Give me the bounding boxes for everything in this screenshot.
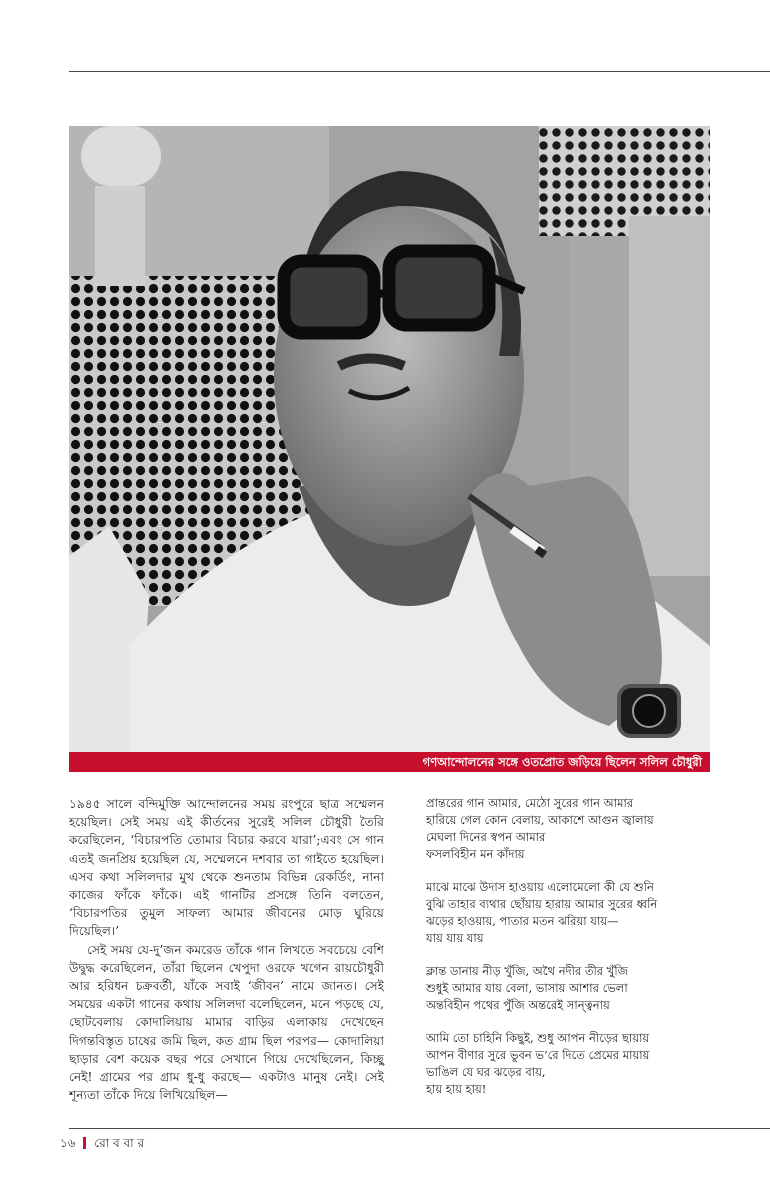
top-rule bbox=[69, 71, 770, 72]
lyric-line: ভাঙিল যে ঘর ঝড়ের বায়, bbox=[426, 1065, 546, 1079]
lyric-line: ঝড়ের হাওয়ায়, পাতার মতন ঝরিয়া যায়— bbox=[426, 914, 619, 928]
caption-bar bbox=[69, 752, 710, 772]
page-footer bbox=[60, 1135, 144, 1155]
portrait-photo bbox=[69, 126, 710, 752]
lyric-line: শুধুই আমার যায় বেলা, ভাসায় আশার ভেলা bbox=[426, 981, 628, 995]
photo-caption: গণআন্দোলনের সঙ্গে ওতপ্রোত জড়িয়ে ছিলেন সলিল চৌধুরী bbox=[422, 755, 702, 769]
bottom-rule bbox=[69, 1128, 770, 1129]
article-paragraph: ১৯৪৫ সালে বন্দিমুক্তি আন্দোলনের সময় রংপুরে ছাত্র সম্মেলন হয়েছিল। সেই সময় এই কীর্তনের সুরেই সলিল চৌধুরী তৈরি করেছিলেন, ‘বিচারপতি তোমার বিচার করবে যারা’;এবং সে গান এতই জনপ্রিয় হয়েছিল যে, সম্মেলনে দশবার তা গাইতে হয়েছিল। এসব কথা সলিলদার মুখ থেকে শুনতাম বিভিন্ন রেকর্ডিং, নানা কাজের ফাঁকে ফাঁকে। এই গানটির প্রসঙ্গে তিনি বলতেন, ‘বিচারপতির তুমুল সাফল্য আমার জীবনের মোড় ঘুরিয়ে দিয়েছিল।’ bbox=[69, 797, 384, 939]
footer-separator bbox=[83, 1137, 86, 1149]
lyrics-stanza bbox=[426, 1030, 716, 1098]
lyric-line: মেঘলা দিনের স্বপন আমার bbox=[426, 830, 546, 844]
lyric-line: ফসলবিহীন মন কাঁদায় bbox=[426, 847, 525, 861]
lyric-line: হারিয়ে গেল কোন বেলায়, আকাশে আগুন জ্বালায় bbox=[426, 813, 654, 827]
lyric-line: প্রান্তরের গান আমার, মেঠো সুরের গান আমার bbox=[426, 796, 634, 810]
lyrics-stanza bbox=[426, 795, 716, 863]
lyric-line: আমি তো চাহিনি কিছুই, শুধু আপন নীড়ের ছায়ায় bbox=[426, 1031, 650, 1045]
lyric-line: বুঝি তাহার ব্যথার ছোঁয়ায় হারায় আমার সুরের ধ্বনি bbox=[426, 897, 658, 911]
page-number: ১৬ bbox=[60, 1136, 76, 1150]
lyric-line: মাঝে মাঝে উদাস হাওয়ায় এলোমেলো কী যে শুনি bbox=[426, 880, 654, 894]
lyric-line: অন্তবিহীন পথের পুঁজি অন্তরেই সান্ত্বনায় bbox=[426, 998, 610, 1012]
magazine-name: রো ব বা র bbox=[94, 1136, 145, 1150]
lyric-line: ক্লান্ত ডানায় নীড় খুঁজি, অথৈ নদীর তীর খুঁজি bbox=[426, 964, 628, 978]
article-body bbox=[69, 795, 384, 1104]
lyric-line: যায় যায় যায় bbox=[426, 931, 484, 945]
article-paragraph: সেই সময় যে-দু’জন কমরেড তাঁকে গান লিখতে সবচেয়ে বেশি উদ্বুদ্ধ করেছিলেন, তাঁরা ছিলেন খেপুদা ওরফে খগেন রায়চৌধুরী আর হরিধন চক্রবর্তী, যাঁকে সবাই ‘জীবন’ নামে জানত। সেই সময়ের একটা গানের কথায় সলিলদা বলেছিলেন, মনে পড়ছে যে, ছোটবেলায় কোদালিয়ায় মামার বাড়ির এলাকায় দেখেছেন দিগন্তবিস্তৃত চাষের জমি ছিল, কত গ্রাম ছিল পরপর— কোদালিয়া ছাড়ার বেশ কয়েক বছর পরে সেখানে গিয়ে দেখেছিলেন, কিচ্ছু নেই! গ্রামের পর গ্রাম ধু-ধু করছে— একটাও মানুষ নেই। সেই শূন্যতা তাঁকে দিয়ে লিখিয়েছিল— bbox=[69, 942, 384, 1103]
lyric-line: আপন বীণার সুরে ভুবন ভ’রে দিতে প্রেমের মায়ায় bbox=[426, 1048, 650, 1062]
lyric-line: হায় হায় হায়! bbox=[426, 1082, 487, 1096]
lyrics-stanza bbox=[426, 879, 716, 947]
song-lyrics bbox=[426, 795, 716, 1114]
lyrics-stanza bbox=[426, 963, 716, 1014]
